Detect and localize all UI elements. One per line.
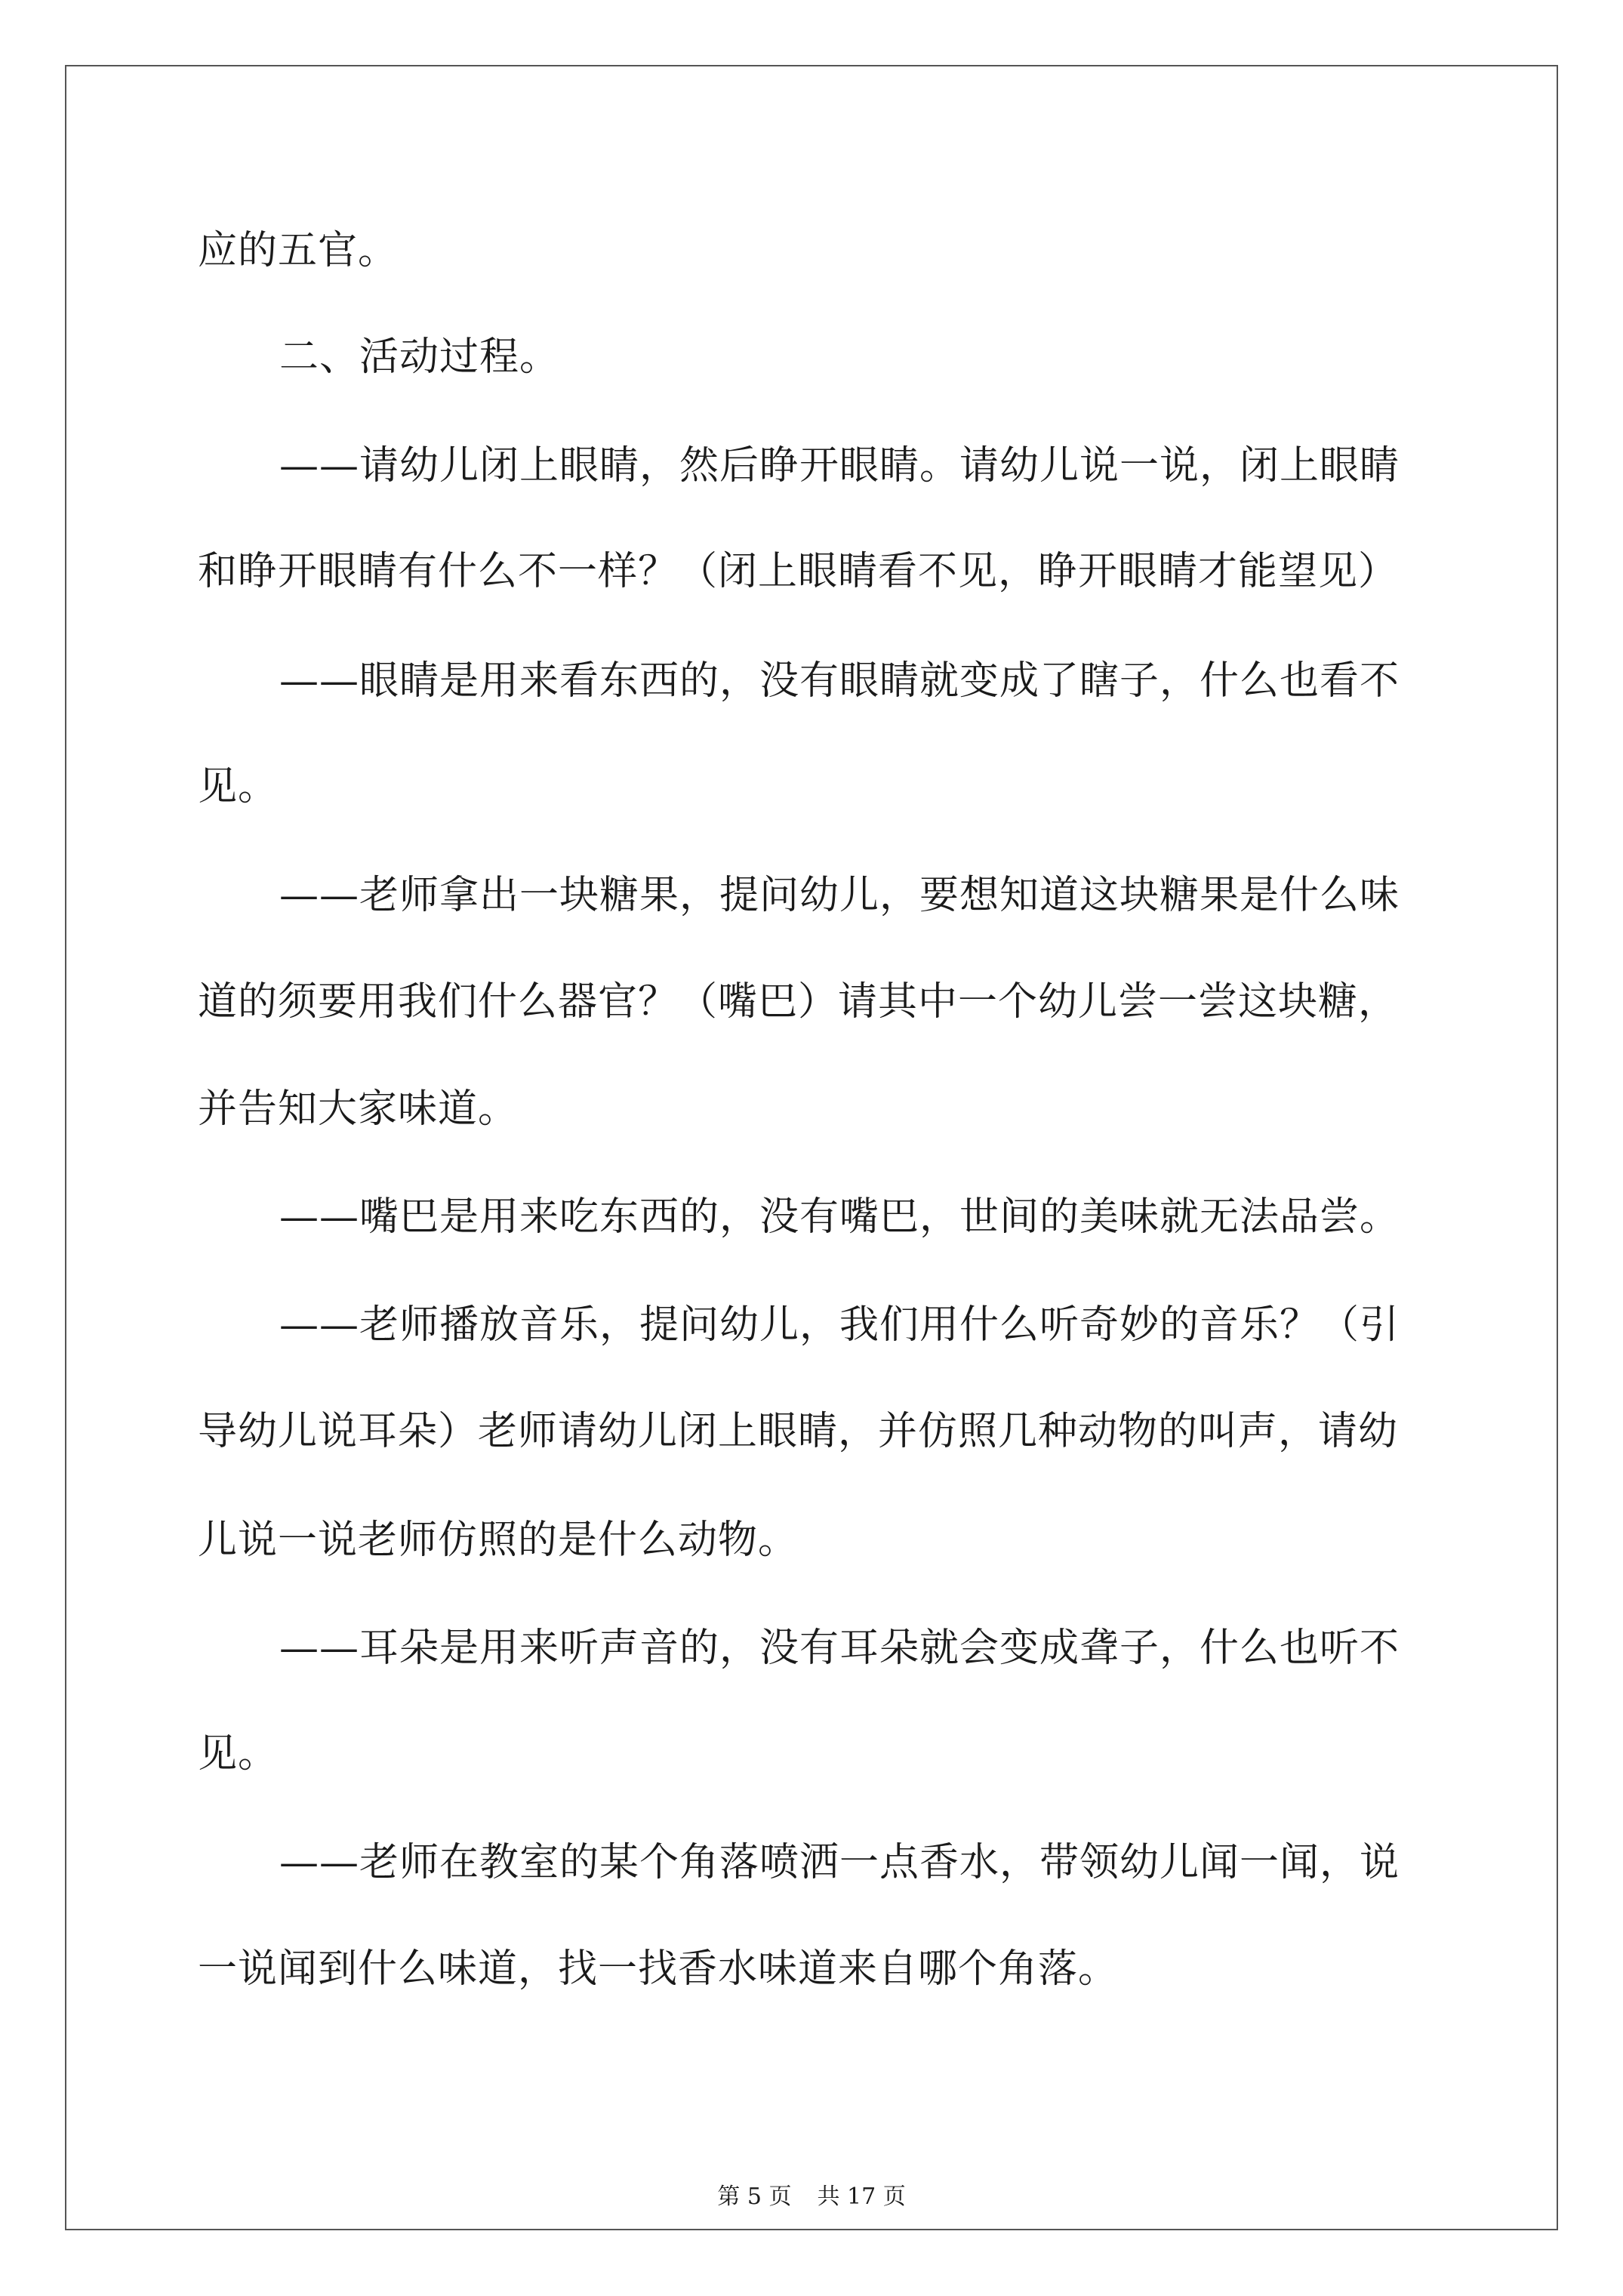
text-line: ——老师播放音乐，提问幼儿，我们用什么听奇妙的音乐？（引 [279,1302,1400,1348]
text-line: 应的五官。 [198,228,399,273]
text-line: 道的须要用我们什么器官？（嘴巴）请其中一个幼儿尝一尝这块糖， [198,979,1399,1025]
text-line: ——老师在教室的某个角落喷洒一点香水，带领幼儿闻一闻，说 [279,1840,1400,1885]
page-border [65,65,1558,2230]
text-line: 一说闻到什么味道，找一找香水味道来自哪个角落。 [198,1946,1119,1992]
text-line: 儿说一说老师仿照的是什么动物。 [198,1518,799,1563]
text-line: 见。 [198,764,279,809]
text-line: ——耳朵是用来听声音的，没有耳朵就会变成聋子，什么也听不 [279,1626,1400,1671]
page-footer [0,2184,1623,2211]
text-line: 导幼儿说耳朵）老师请幼儿闭上眼睛，并仿照几种动物的叫声，请幼 [198,1409,1399,1454]
text-line: ——嘴巴是用来吃东西的，没有嘴巴，世间的美味就无法品尝。 [279,1194,1400,1240]
section-heading: 二、活动过程。 [279,334,560,380]
page-number: 第 5 页 [717,2184,792,2210]
text-line: 并告知大家味道。 [198,1086,519,1132]
text-line: ——请幼儿闭上眼睛，然后睁开眼睛。请幼儿说一说，闭上眼睛 [279,443,1400,488]
text-line: ——老师拿出一块糖果，提问幼儿，要想知道这块糖果是什么味 [279,873,1400,918]
text-line: 见。 [198,1731,279,1777]
page-total: 共 17 页 [817,2184,906,2210]
text-line: ——眼睛是用来看东西的，没有眼睛就变成了瞎子，什么也看不 [279,658,1400,704]
text-line: 和睁开眼睛有什么不一样？（闭上眼睛看不见，睁开眼睛才能望见） [198,549,1399,594]
